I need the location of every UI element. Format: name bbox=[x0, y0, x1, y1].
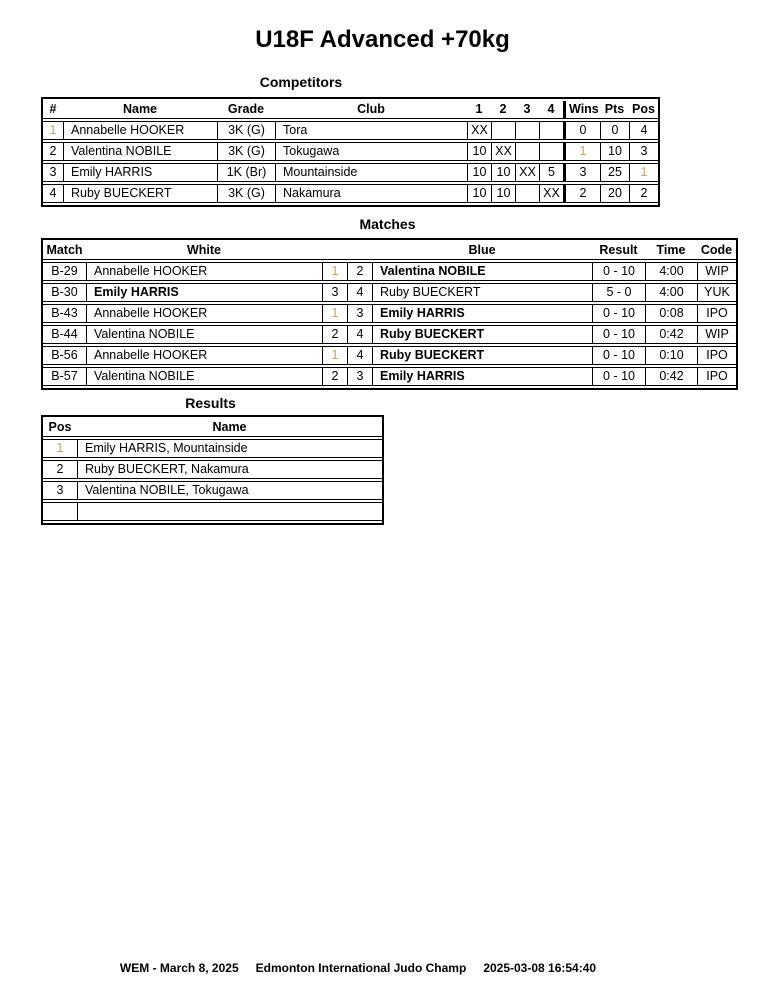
competitor-pts: 20 bbox=[600, 184, 629, 203]
result-name bbox=[77, 502, 382, 521]
blue-number: 3 bbox=[347, 367, 372, 386]
white-name: Annabelle HOOKER bbox=[86, 262, 322, 281]
competitor-number: 2 bbox=[43, 142, 63, 161]
blue-number: 4 bbox=[347, 346, 372, 365]
col-club: Club bbox=[275, 101, 467, 119]
match-id: B-43 bbox=[43, 304, 86, 323]
blue-name: Ruby BUECKERT bbox=[372, 346, 592, 365]
match-code: IPO bbox=[697, 304, 736, 323]
white-name: Valentina NOBILE bbox=[86, 367, 322, 386]
blue-name: Ruby BUECKERT bbox=[372, 325, 592, 344]
white-number: 1 bbox=[322, 346, 347, 365]
result-name: Ruby BUECKERT, Nakamura bbox=[77, 460, 382, 479]
col-score2: 2 bbox=[491, 101, 515, 119]
score-vs-3: XX bbox=[515, 163, 539, 182]
match-row bbox=[43, 283, 736, 302]
score-vs-3 bbox=[515, 184, 539, 203]
result-pos bbox=[43, 502, 77, 521]
match-time: 0:08 bbox=[645, 304, 697, 323]
competitors-heading: Competitors bbox=[259, 74, 343, 90]
score-vs-2 bbox=[491, 121, 515, 140]
competitor-row bbox=[43, 142, 658, 161]
match-result: 0 - 10 bbox=[592, 262, 645, 281]
white-name: Annabelle HOOKER bbox=[86, 346, 322, 365]
competitors-table bbox=[41, 97, 660, 207]
blue-name: Emily HARRIS bbox=[372, 304, 592, 323]
white-number: 3 bbox=[322, 283, 347, 302]
match-row bbox=[43, 367, 736, 386]
white-number: 1 bbox=[322, 262, 347, 281]
result-pos: 3 bbox=[43, 481, 77, 500]
col-pos: Pos bbox=[629, 101, 658, 119]
white-number: 2 bbox=[322, 325, 347, 344]
match-code: IPO bbox=[697, 367, 736, 386]
competitor-grade: 3K (G) bbox=[217, 142, 275, 161]
match-time: 4:00 bbox=[645, 262, 697, 281]
competitor-row bbox=[43, 121, 658, 140]
score-vs-1: 10 bbox=[467, 184, 491, 203]
match-result: 0 - 10 bbox=[592, 325, 645, 344]
competitor-number: 4 bbox=[43, 184, 63, 203]
col-time: Time bbox=[645, 242, 697, 260]
matches-table bbox=[41, 238, 738, 390]
result-name: Valentina NOBILE, Tokugawa bbox=[77, 481, 382, 500]
white-name: Annabelle HOOKER bbox=[86, 304, 322, 323]
footer-venue-date: WEM - March 8, 2025 bbox=[119, 961, 239, 975]
competitor-grade: 1K (Br) bbox=[217, 163, 275, 182]
blue-name: Emily HARRIS bbox=[372, 367, 592, 386]
match-time: 0:10 bbox=[645, 346, 697, 365]
competitor-pos: 4 bbox=[629, 121, 658, 140]
match-row bbox=[43, 262, 736, 281]
competitor-name: Valentina NOBILE bbox=[63, 142, 217, 161]
competitor-wins: 0 bbox=[563, 121, 600, 140]
match-result: 0 - 10 bbox=[592, 367, 645, 386]
match-id: B-57 bbox=[43, 367, 86, 386]
match-id: B-30 bbox=[43, 283, 86, 302]
white-name: Emily HARRIS bbox=[86, 283, 322, 302]
competitor-wins: 2 bbox=[563, 184, 600, 203]
col-white: White bbox=[86, 242, 322, 260]
result-row bbox=[43, 481, 382, 500]
col-score4: 4 bbox=[539, 101, 563, 119]
page-title: U18F Advanced +70kg bbox=[255, 26, 510, 53]
competitor-number: 3 bbox=[43, 163, 63, 182]
blue-number: 4 bbox=[347, 283, 372, 302]
competitor-club: Tora bbox=[275, 121, 467, 140]
col-number: # bbox=[43, 101, 63, 119]
result-pos: 2 bbox=[43, 460, 77, 479]
result-row bbox=[43, 439, 382, 458]
results-table bbox=[41, 415, 384, 525]
score-vs-3 bbox=[515, 142, 539, 161]
match-row bbox=[43, 304, 736, 323]
results-heading: Results bbox=[185, 395, 236, 411]
match-result: 5 - 0 bbox=[592, 283, 645, 302]
result-row bbox=[43, 460, 382, 479]
competitor-number: 1 bbox=[43, 121, 63, 140]
score-vs-1: 10 bbox=[467, 163, 491, 182]
competitor-wins: 1 bbox=[563, 142, 600, 161]
score-vs-2: 10 bbox=[491, 184, 515, 203]
page-footer bbox=[0, 961, 716, 975]
match-code: IPO bbox=[697, 346, 736, 365]
white-name: Valentina NOBILE bbox=[86, 325, 322, 344]
match-time: 4:00 bbox=[645, 283, 697, 302]
match-time: 0:42 bbox=[645, 367, 697, 386]
col-code: Code bbox=[697, 242, 736, 260]
result-pos: 1 bbox=[43, 439, 77, 458]
col-name: Name bbox=[77, 419, 382, 437]
col-name: Name bbox=[63, 101, 217, 119]
footer-event-name: Edmonton International Judo Champ bbox=[255, 961, 467, 975]
white-number: 2 bbox=[322, 367, 347, 386]
result-name: Emily HARRIS, Mountainside bbox=[77, 439, 382, 458]
match-code: YUK bbox=[697, 283, 736, 302]
col-blue-number bbox=[347, 242, 372, 260]
score-vs-1: XX bbox=[467, 121, 491, 140]
match-id: B-29 bbox=[43, 262, 86, 281]
competitor-pts: 10 bbox=[600, 142, 629, 161]
score-vs-4 bbox=[539, 121, 563, 140]
blue-number: 2 bbox=[347, 262, 372, 281]
competitor-name: Ruby BUECKERT bbox=[63, 184, 217, 203]
competitor-club: Mountainside bbox=[275, 163, 467, 182]
blue-name: Ruby BUECKERT bbox=[372, 283, 592, 302]
competitor-pos: 3 bbox=[629, 142, 658, 161]
match-id: B-56 bbox=[43, 346, 86, 365]
col-score1: 1 bbox=[467, 101, 491, 119]
score-vs-2: XX bbox=[491, 142, 515, 161]
competitor-name: Annabelle HOOKER bbox=[63, 121, 217, 140]
match-result: 0 - 10 bbox=[592, 304, 645, 323]
competitor-pts: 0 bbox=[600, 121, 629, 140]
match-row bbox=[43, 346, 736, 365]
col-pts: Pts bbox=[600, 101, 629, 119]
score-vs-4: 5 bbox=[539, 163, 563, 182]
competitor-grade: 3K (G) bbox=[217, 184, 275, 203]
score-vs-3 bbox=[515, 121, 539, 140]
competitor-grade: 3K (G) bbox=[217, 121, 275, 140]
competitor-name: Emily HARRIS bbox=[63, 163, 217, 182]
col-white-number bbox=[322, 242, 347, 260]
col-pos: Pos bbox=[43, 419, 77, 437]
col-result: Result bbox=[592, 242, 645, 260]
competitor-pts: 25 bbox=[600, 163, 629, 182]
results-header-row bbox=[43, 419, 382, 437]
col-score3: 3 bbox=[515, 101, 539, 119]
blue-number: 4 bbox=[347, 325, 372, 344]
competitors-header-row bbox=[43, 101, 658, 119]
score-vs-2: 10 bbox=[491, 163, 515, 182]
col-wins: Wins bbox=[563, 101, 600, 119]
match-time: 0:42 bbox=[645, 325, 697, 344]
blue-number: 3 bbox=[347, 304, 372, 323]
competitor-wins: 3 bbox=[563, 163, 600, 182]
competitor-row bbox=[43, 184, 658, 203]
footer-printed-timestamp: 2025-03-08 16:54:40 bbox=[483, 961, 597, 975]
competitor-club: Nakamura bbox=[275, 184, 467, 203]
matches-heading: Matches bbox=[359, 216, 416, 232]
col-blue: Blue bbox=[372, 242, 592, 260]
competitor-row bbox=[43, 163, 658, 182]
matches-header-row bbox=[43, 242, 736, 260]
match-code: WIP bbox=[697, 325, 736, 344]
score-vs-1: 10 bbox=[467, 142, 491, 161]
match-row bbox=[43, 325, 736, 344]
competitor-pos: 2 bbox=[629, 184, 658, 203]
score-vs-4: XX bbox=[539, 184, 563, 203]
col-match: Match bbox=[43, 242, 86, 260]
match-code: WIP bbox=[697, 262, 736, 281]
score-vs-4 bbox=[539, 142, 563, 161]
competitor-club: Tokugawa bbox=[275, 142, 467, 161]
col-grade: Grade bbox=[217, 101, 275, 119]
white-number: 1 bbox=[322, 304, 347, 323]
match-result: 0 - 10 bbox=[592, 346, 645, 365]
competitor-pos: 1 bbox=[629, 163, 658, 182]
blue-name: Valentina NOBILE bbox=[372, 262, 592, 281]
result-row bbox=[43, 502, 382, 521]
match-id: B-44 bbox=[43, 325, 86, 344]
